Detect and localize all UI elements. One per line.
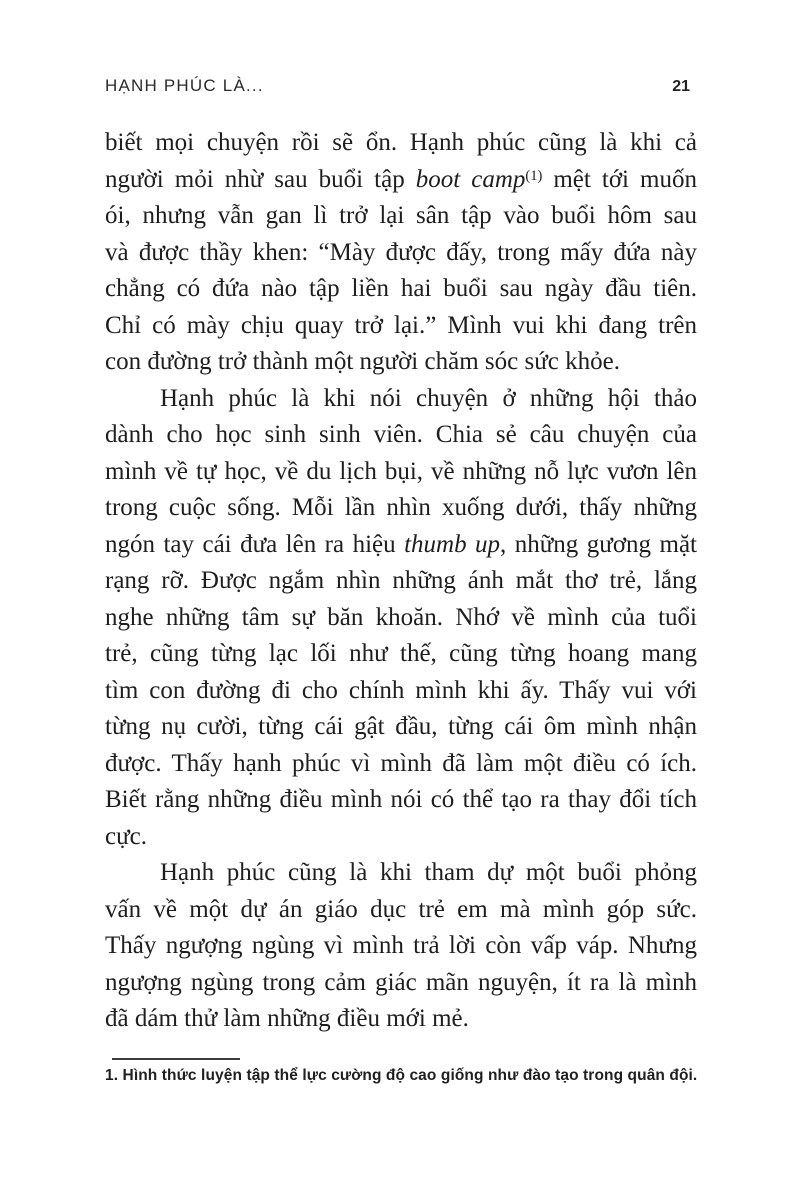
text-line: người mỏi nhừ sau buổi tập boot camp$^{(1)}$ mệt tới muốn [105, 165, 697, 193]
footnote [105, 1058, 715, 1085]
running-head [105, 76, 690, 96]
text-line: rạng rỡ. Được ngắm nhìn những ánh mắt thơ trẻ, lắng [105, 567, 697, 594]
text-line: chẳng có đứa nào tập liền hai buổi sau ngày đầu tiên. [105, 275, 697, 302]
text-line: Hạnh phúc cũng là khi tham dự một buổi phỏng [160, 859, 697, 886]
text-line: được. Thấy hạnh phúc vì mình đã làm một điều có ích. [105, 749, 697, 777]
text-line: nghe những tâm sự băn khoăn. Nhớ về mình của tuổi [105, 603, 697, 631]
chapter-title: HẠNH PHÚC LÀ... [105, 76, 264, 95]
text-line: Thấy ngượng ngùng vì mình trả lời còn vấp váp. Nhưng [105, 932, 697, 959]
text-line: ói, nhưng vẫn gan lì trở lại sân tập vào buổi hôm sau [105, 202, 697, 229]
text-line: Biết rằng những điều mình nói có thể tạo ra thay đổi tích [105, 786, 697, 813]
text-line: đã dám thử làm những điều mới mẻ. [105, 1005, 469, 1032]
text-line: mình về tự học, về du lịch bụi, về những nỗ lực vươn lên [105, 457, 697, 485]
text-line: cực. [105, 822, 147, 850]
text-line: ngón tay cái đưa lên ra hiệu thumb up, những gương mặt [105, 530, 697, 558]
text-line: trẻ, cũng từng lạc lối như thế, cũng từng hoang mang [105, 640, 697, 667]
footnote-divider [112, 1058, 240, 1060]
text-line: từng nụ cười, từng cái gật đầu, từng cái ôm mình nhận [105, 713, 697, 740]
text-line: vấn về một dự án giáo dục trẻ em mà mình góp sức. [105, 895, 697, 923]
text-line: Hạnh phúc là khi nói chuyện ở những hội thảo [160, 384, 697, 412]
text-line: con đường trở thành một người chăm sóc sức khỏe. [105, 348, 620, 375]
text-line: dành cho học sinh sinh viên. Chia sẻ câu chuyện của [105, 421, 697, 448]
page-body [105, 125, 697, 1038]
page-number: 21 [672, 78, 690, 95]
text-line: trong cuộc sống. Mỗi lần nhìn xuống dưới, thấy những [105, 494, 697, 521]
footnote-text: 1. Hình thức luyện tập thể lực cường độ cao giống như đào tạo trong quân đội. [105, 1067, 698, 1084]
text-line: Chỉ có mày chịu quay trở lại.” Mình vui khi đang trên [105, 311, 697, 339]
text-line: biết mọi chuyện rồi sẽ ổn. Hạnh phúc cũng là khi cả [105, 129, 697, 156]
text-line: tìm con đường đi cho chính mình khi ấy. Thấy vui với [105, 676, 697, 704]
text-line: ngượng ngùng trong cảm giác mãn nguyện, ít ra là mình [105, 968, 697, 996]
text-line: và được thầy khen: “Mày được đấy, trong mấy đứa này [105, 238, 697, 266]
